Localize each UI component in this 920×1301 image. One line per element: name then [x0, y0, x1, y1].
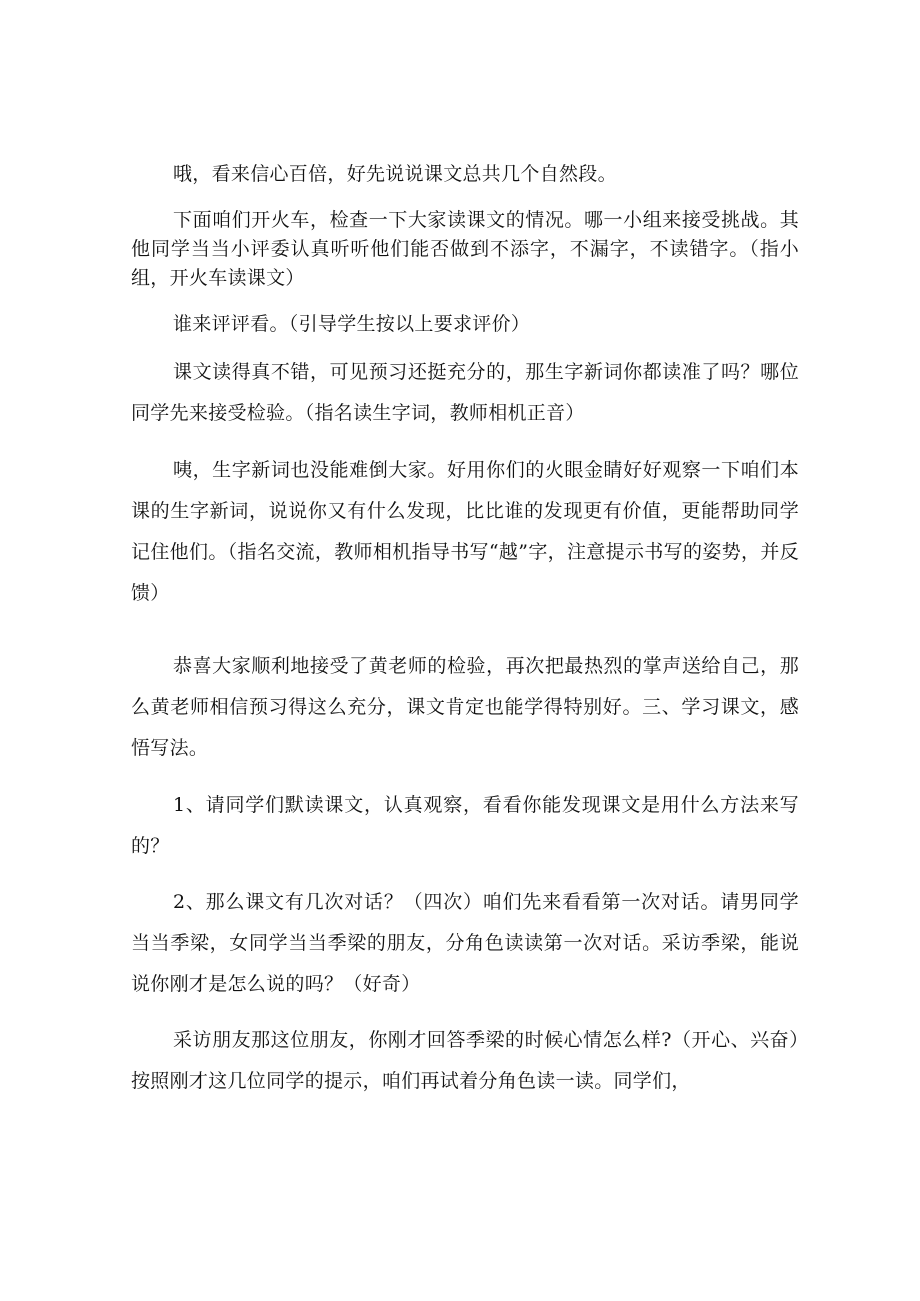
paragraph-3: 谁来评评看。（引导学生按以上要求评价） [173, 313, 531, 335]
paragraph-7: 1、请同学们默读课文，认真观察，看看你能发现课文是用什么方法来写的？ [131, 794, 799, 857]
paragraph-2: 下面咱们开火车，检查一下大家读课文的情况。哪一小组来接受挑战。其他同学当当小评委认真听听他们能否做到不添字，不漏字，不读错字。（指小组，开火车读课文） [131, 209, 799, 289]
paragraph-8: 2、那么课文有几次对话？（四次）咱们先来看看第一次对话。请男同学当当季梁，女同学当当季梁的朋友，分角色读读第一次对话。采访季梁，能说说你刚才是怎么说的吗？（好奇） [131, 891, 799, 995]
paragraph-1: 哦，看来信心百倍，好先说说课文总共几个自然段。 [173, 163, 617, 185]
paragraph-5: 咦，生字新词也没能难倒大家。好用你们的火眼金睛好好观察一下咱们本课的生字新词，说说你又有什么发现，比比谁的发现更有价值，更能帮助同学记住他们。（指名交流，教师相机指导书写“越”字，注意提示书写的姿势，并反馈） [131, 459, 799, 604]
paragraph-6: 恭喜大家顺利地接受了黄老师的检验，再次把最热烈的掌声送给自己，那么黄老师相信预习得这么充分，课文肯定也能学得特别好。三、学习课文，感悟写法。 [131, 655, 799, 759]
paragraph-9: 采访朋友那这位朋友，你刚才回答季梁的时候心情怎么样?（开心、兴奋）按照刚才这几位同学的提示，咱们再试着分角色读一读。同学们， [131, 1029, 799, 1092]
paragraph-4: 课文读得真不错，可见预习还挺充分的，那生字新词你都读准了吗？哪位同学先来接受检验。（指名读生字词，教师相机正音） [131, 361, 799, 424]
